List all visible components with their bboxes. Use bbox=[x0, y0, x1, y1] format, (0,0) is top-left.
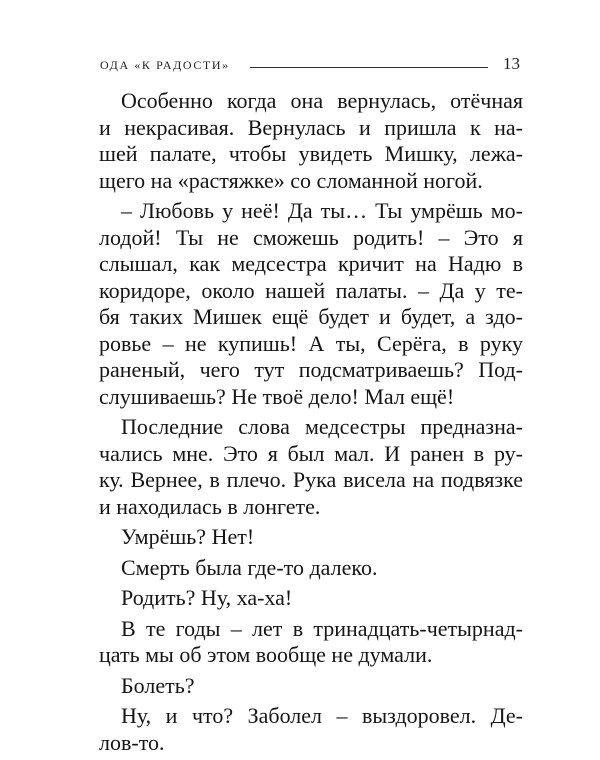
text-line: слышал, как медсестра кричит на Надю в bbox=[99, 251, 523, 276]
text-line: и находилась в лонгете. bbox=[99, 493, 321, 519]
running-title: ОДА «К РАДОСТИ» bbox=[100, 58, 230, 72]
paragraph bbox=[99, 555, 523, 582]
text-line: коридоре, около нашей палаты. – Да у те- bbox=[99, 277, 523, 303]
text-line: цать мы об этом вообще не думали. bbox=[99, 642, 433, 667]
paragraph bbox=[99, 414, 523, 520]
text-line: раненый, чего тут подсматриваешь? Под- bbox=[99, 357, 523, 382]
text-line: лов-то. bbox=[99, 729, 165, 755]
paragraph bbox=[99, 88, 523, 194]
text-line: щего на «растяжке» со сломанной ногой. bbox=[99, 167, 483, 193]
text-line: Особенно когда она вернулась, отёчная bbox=[121, 88, 523, 113]
paragraph bbox=[99, 198, 523, 410]
paragraph bbox=[99, 703, 523, 756]
text-line: бя таких Мишек ещё будет и будет, а здо- bbox=[99, 304, 523, 329]
paragraph bbox=[99, 585, 523, 612]
text-line: ровье – не купишь! А ты, Серёга, в руку bbox=[99, 330, 523, 356]
text-line: Смерть была где-то далеко. bbox=[121, 554, 378, 580]
text-line: Умрёшь? Нет! bbox=[121, 524, 255, 549]
text-line: шей палате, чтобы увидеть Мишку, лежа- bbox=[99, 141, 523, 166]
text-line: слушиваешь? Не твоё дело! Мал ещё! bbox=[99, 383, 455, 409]
body-text bbox=[99, 88, 523, 760]
running-head bbox=[100, 55, 520, 77]
text-line: Родить? Ну, ха-ха! bbox=[121, 585, 293, 610]
paragraph bbox=[99, 616, 523, 669]
text-line: и некрасивая. Вернулась и пришла к на- bbox=[99, 114, 523, 140]
text-line: Болеть? bbox=[121, 672, 195, 698]
page-number: 13 bbox=[503, 54, 520, 73]
text-line: ку. Вернее, в плечо. Рука висела на подвязке bbox=[99, 467, 523, 492]
text-line: Последние слова медсестры предназна- bbox=[121, 414, 523, 439]
paragraph bbox=[99, 673, 523, 700]
text-line: чались мне. Это я был мал. И ранен в ру- bbox=[99, 440, 523, 466]
text-line: лодой! Ты не сможешь родить! – Это я bbox=[99, 224, 523, 250]
text-line: Ну, и что? Заболел – выздоровел. Де- bbox=[121, 703, 523, 728]
text-line: В те годы – лет в тринадцать-четырнад- bbox=[121, 615, 523, 641]
header-rule bbox=[250, 67, 488, 68]
text-line: – Любовь у неё! Да ты… Ты умрёшь мо- bbox=[121, 198, 523, 223]
paragraph bbox=[99, 524, 523, 551]
